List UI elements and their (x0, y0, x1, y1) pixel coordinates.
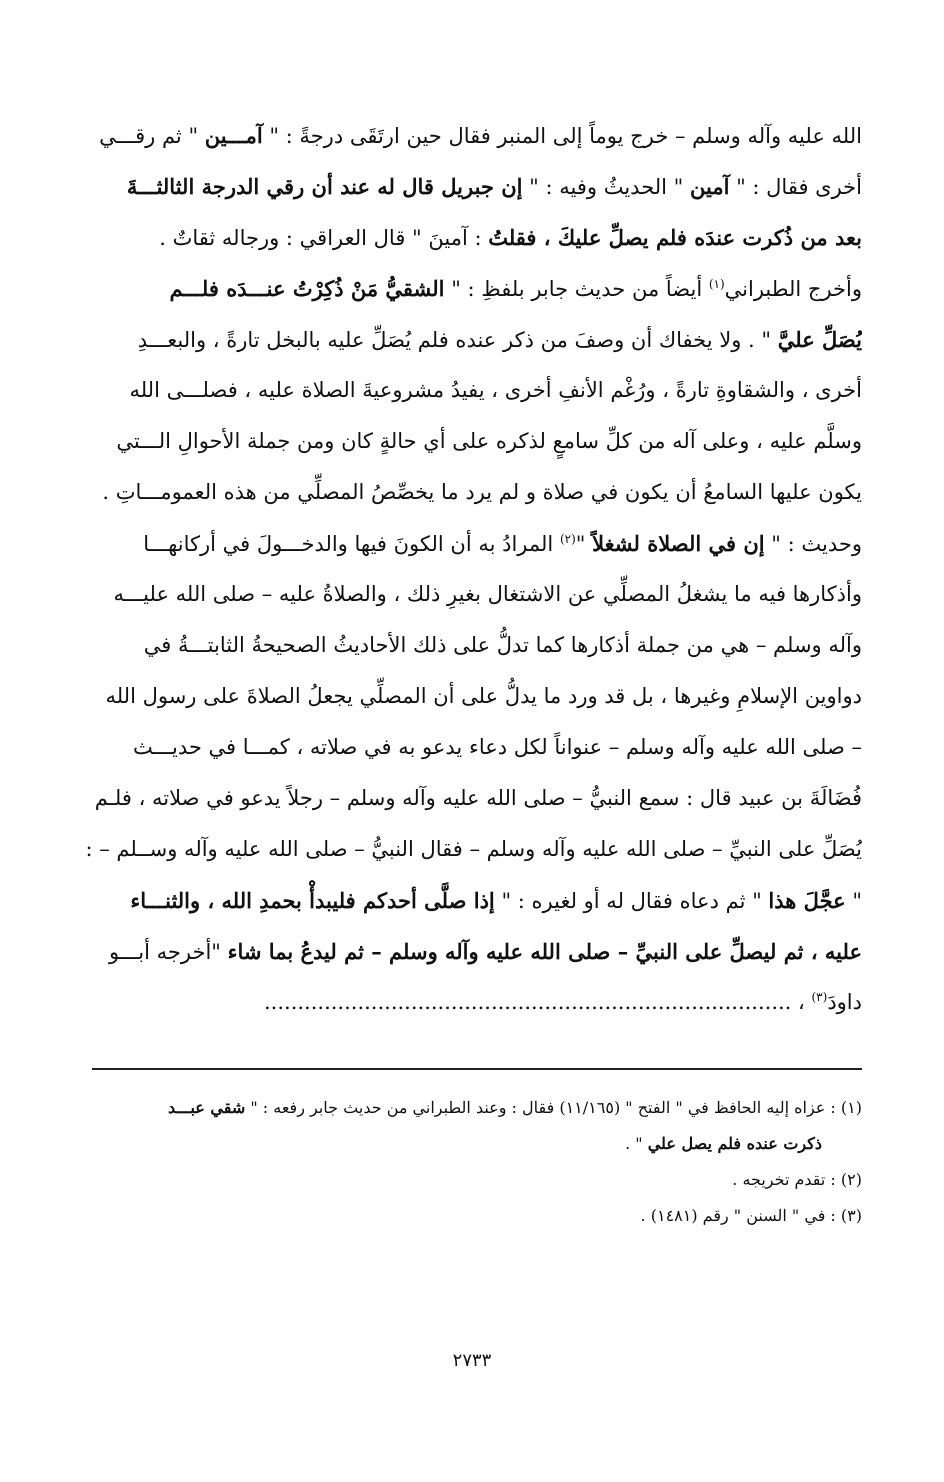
text-segment: " (575, 532, 593, 556)
body-line (78, 161, 862, 212)
text-segment: " . ولا يخفاك أن وصفَ من ذكر عنده فلم يُصَلِّ عليه بالبخل تارةً ، والبعـــدِ (137, 328, 778, 352)
body-line (78, 518, 862, 569)
bold-text-segment: إذا صلَّى أحدكم فليبدأْ بحمدِ الله ، والثنـــاء (130, 888, 495, 913)
text-segment: المرادُ به أن الكونَ فيها والدخـــولَ في أركانهـــا (143, 532, 560, 556)
page-number: ٢٧٣٣ (452, 1350, 492, 1371)
text-segment: " الحديثُ وفيه : " (522, 175, 690, 199)
bold-text-segment: آمين (690, 174, 730, 199)
body-line (78, 110, 862, 161)
text-segment: وآله وسلم – هي من جملة أذكارها كما تدلُّ على ذلك الأحاديثُ الصحيحةُ الثابتـــةُ في (143, 633, 862, 657)
text-segment: : آمينَ " قال العراقي : ورجاله ثقاتٌ . (159, 226, 489, 250)
footnote-separator-rule (92, 1068, 862, 1070)
footnote-1-line-2 (78, 1126, 862, 1162)
body-line (78, 671, 862, 722)
text-segment: أخرى ، والشقاوةِ تارةً ، ورُغْم الأنفِ أخرى ، يفيدُ مشروعيةَ الصلاة عليه ، فصلـــى الله (129, 378, 862, 402)
text-segment: " ثم دعاه فقال له أو لغيره : " (494, 889, 769, 913)
footnote-reference: (٣) (811, 990, 828, 1004)
text-segment: وأخرج الطبراني (724, 277, 862, 301)
text-segment: وأذكارها فيه ما يشغلُ المصلِّي عن الاشتغال بغيرِ ذلك ، والصلاةُ عليه – صلى الله عليـــه (113, 582, 862, 606)
bold-text-segment: بعد من ذُكرت عندَه فلم يصلِّ عليكَ ، فقلتُ (488, 225, 862, 250)
body-line (78, 773, 862, 824)
body-line (78, 314, 862, 365)
body-line (78, 620, 862, 671)
bold-text-segment: إن في الصلاة لشغلاً (592, 531, 765, 556)
footnote-1-closing: " . (625, 1134, 648, 1153)
body-line (78, 926, 862, 977)
body-line (78, 977, 862, 1028)
text-segment: أيضاً من حديث جابر بلفظِ : " (444, 277, 709, 301)
bold-text-segment: عليه ، ثم ليصلِّ على النبيِّ – صلى الله عليه وآله وسلم – ثم ليدعُ بما شاء (227, 939, 862, 964)
text-segment: دواوين الإسلامِ وغيرها ، بل قد ورد ما يدلُّ على أن المصلِّي يجعلُ الصلاةَ على رسول الله (105, 684, 862, 708)
body-line (78, 365, 862, 416)
text-segment: "أخرجه أبـــو (108, 940, 228, 964)
text-segment: أخرى فقال : " (729, 175, 862, 199)
main-body-text (78, 110, 862, 1028)
bold-text-segment: عجَّلَ هذا (768, 888, 846, 913)
text-segment: " (845, 889, 862, 913)
body-line (78, 875, 862, 926)
text-segment: ، ............................................................................... (264, 990, 812, 1014)
body-line (78, 467, 862, 518)
text-segment: يُصَلِّ على النبيِّ – صلى الله عليه وآله وسلم – فقال النبيُّ – صلى الله عليه وآله وســلم – : (85, 837, 862, 861)
footnote-1-line-1 (78, 1090, 862, 1126)
footnote-reference: (٢) (559, 532, 576, 546)
bold-text-segment: آمـــين (204, 123, 263, 148)
body-line (78, 263, 862, 314)
text-segment: " ثم رقـــي (99, 124, 205, 148)
footnote-1-text: (١) : عزاه إليه الحافظ في " الفتح " (١١/١٦٥) فقال : وعند الطبراني من حديث جابر رفعه : " (245, 1098, 862, 1117)
text-segment: – صلى الله عليه وآله وسلم – عنواناً لكل دعاء يدعو به في صلاته ، كمـــا في حديـــث (132, 735, 862, 759)
footnote-1-quote-bold: شقي عبـــد (168, 1098, 246, 1117)
body-line (78, 722, 862, 773)
body-line (78, 824, 862, 875)
text-segment: وسلَّم عليه ، وعلى آله من كلِّ سامعٍ لذكره على أي حالةٍ كان ومن جملة الأحوالِ الـــتي (116, 429, 862, 453)
footnote-3: (٣) : في " السنن " رقم (١٤٨١) . (640, 1206, 862, 1225)
footnotes-section (78, 1090, 862, 1234)
bold-text-segment: الشقيُّ مَنْ ذُكِرْتُ عنـــدَه فلـــم (169, 276, 445, 301)
text-segment: داودَ (827, 990, 862, 1014)
footnote-1-quote-continuation: ذكرت عنده فلم يصل علي (647, 1134, 822, 1153)
body-line (78, 569, 862, 620)
text-segment: الله عليه وآله وسلم – خرج يوماً إلى المنبر فقال حين ارتَقَى درجةً : " (262, 124, 862, 148)
text-segment: وحديث : " (764, 532, 862, 556)
footnote-2: (٢) : تقدم تخريجه . (732, 1170, 862, 1189)
footnote-reference: (١) (708, 277, 725, 291)
body-line (78, 416, 862, 467)
text-segment: فُضَالَةَ بن عبيد قال : سمع النبيُّ – صلى الله عليه وآله وسلم – رجلاً يدعو في صلاته ، فلـم (94, 786, 862, 810)
bold-text-segment: إن جبريل قال له عند أن رقي الدرجة الثالثـــةَ (126, 174, 523, 199)
body-line (78, 212, 862, 263)
bold-text-segment: يُصَلِّ عليَّ (777, 327, 862, 352)
text-segment: يكون عليها السامعُ أن يكون في صلاة و لم يرد ما يخصِّصُ المصلِّي من هذه العمومـــاتِ . (102, 480, 862, 504)
